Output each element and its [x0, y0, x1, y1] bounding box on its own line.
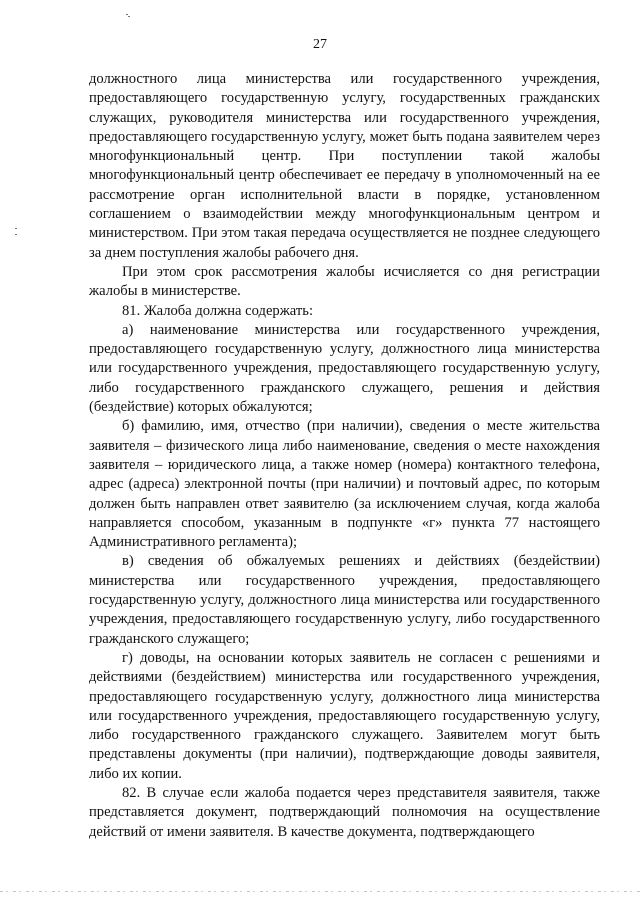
document-body: [89, 70, 600, 842]
paragraph: в) сведения об обжалуемых решениях и действиях (бездействии) министерства или государственного учреждения, предоставляющего государственную услугу, должностного лица министерства или государственного учреждения, предоставляющего государственную услугу, либо государственного гражданского служащего;: [89, 553, 600, 647]
scan-speck: [15, 234, 17, 235]
paragraph: При этом срок рассмотрения жалобы исчисляется со дня регистрации жалобы в министерстве.: [89, 263, 600, 300]
scan-speck: [128, 16, 130, 17]
paragraph: б) фамилию, имя, отчество (при наличии), сведения о месте жительства заявителя – физического лица либо наименование, сведения о месте нахождения заявителя – юридического лица, а также номер (номера) контактного телефона, адрес (адреса) электронной почты (при наличии) и почтовый адрес, по которым должен быть направлен ответ заявителю (за исключением случая, когда жалоба направляется способом, указанным в подпункте «г» пункта 77 настоящего Административного регламента);: [89, 418, 600, 551]
paragraph: должностного лица министерства или государственного учреждения, предоставляющего государственную услугу, государственных гражданских служащих, руководителя министерства или государственного учреждения, предоставляющего государственную услугу, может быть подана заявителем через многофункциональный центр. При поступлении такой жалобы многофункциональный центр обеспечивает ее передачу в уполномоченный на ее рассмотрение орган исполнительной власти в порядке, установленном соглашением о взаимодействии между многофункциональным центром и министерством. При этом такая передача осуществляется не позднее следующего за днем поступления жалобы рабочего дня.: [89, 71, 600, 261]
scan-speck: [126, 14, 128, 15]
scan-speck: [15, 228, 17, 229]
paragraph: 81. Жалоба должна содержать:: [122, 302, 313, 319]
paragraph: г) доводы, на основании которых заявитель не согласен с решениями и действиями (бездействием) министерства или государственного учреждения, предоставляющего государственную услугу, должностного лица министерства или государственного учреждения, предоставляющего государственную услугу, либо государственного гражданского служащего. Заявителем могут быть представлены документы (при наличии), подтверждающие доводы заявителя, либо их копии.: [89, 649, 600, 782]
scan-artifact-line: [0, 891, 640, 892]
paragraph: 82. В случае если жалоба подается через представителя заявителя, также представляется документ, подтверждающий полномочия на осуществление действий от имени заявителя. В качестве документа, подтверждающего: [89, 784, 600, 840]
paragraph: а) наименование министерства или государственного учреждения, предоставляющего государственную услугу, должностного лица министерства или государственного учреждения, предоставляющего государственную услугу, либо государственного гражданского служащего, решения и действия (бездействие) которых обжалуются;: [89, 321, 600, 416]
page-number: 27: [313, 37, 327, 52]
